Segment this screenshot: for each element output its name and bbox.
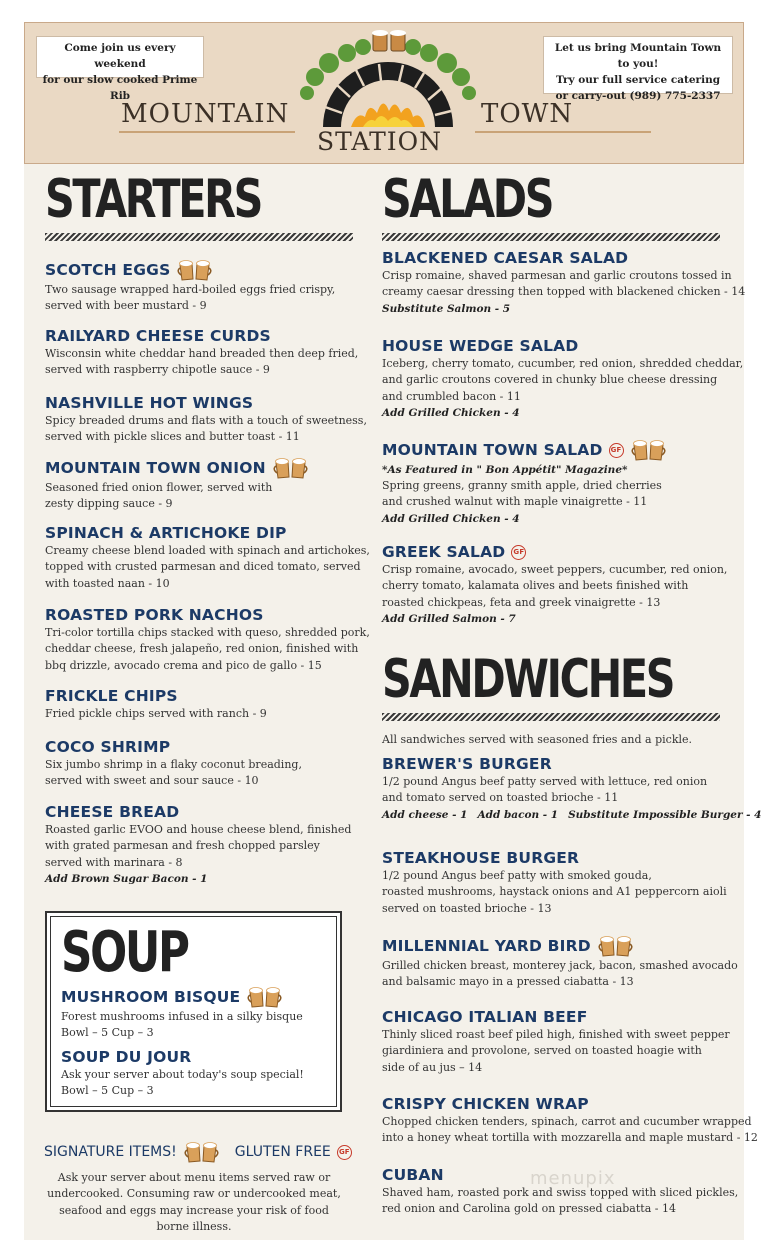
item-title: MOUNTAIN TOWN ONION [45, 459, 266, 477]
prime-rib-notice [36, 36, 204, 102]
item-description-line: Bowl – 5 Cup – 3 [61, 1084, 154, 1098]
starters-item-name [45, 802, 351, 822]
starters-item [45, 258, 335, 315]
item-description-line: Seasoned fried onion flower, served with [45, 481, 273, 494]
item-description-line: served with sweet and sour sauce - 10 [45, 774, 259, 788]
soup-item-name [61, 985, 303, 1009]
notice-line: for our slow cooked Prime Rib [42, 74, 198, 102]
item-description-line: Six jumbo shrimp in a flaky coconut breading, [45, 758, 302, 771]
starters-item-name [45, 393, 367, 413]
item-description-line: and garlic croutons covered in chunky blue cheese dressing [382, 373, 718, 387]
soup-item-name [61, 1047, 304, 1067]
featured-note: *As Featured in " Bon Appétit" Magazine* [382, 464, 628, 476]
item-description-line: Bowl – 5 Cup – 3 [61, 1026, 154, 1040]
salads-item [382, 336, 743, 421]
starters-item [45, 523, 370, 592]
item-title: ROASTED PORK NACHOS [45, 606, 264, 624]
item-title: STEAKHOUSE BURGER [382, 849, 580, 867]
salads-item-name [382, 542, 727, 562]
item-description-line: served with marinara - 8 [45, 855, 183, 869]
sandwiches-item-name [382, 754, 766, 774]
salads-divider [382, 233, 720, 241]
item-description-line: Chopped chicken tenders, spinach, carrot and cucumber wrapped [382, 1115, 752, 1128]
legend [44, 1140, 352, 1164]
beer-mugs-icon [597, 934, 635, 958]
item-title: GREEK SALAD [382, 543, 506, 561]
item-addon: Add Grilled Chicken - 4 [382, 407, 520, 420]
item-description-line: roasted mushrooms, haystack onions and A1 peppercorn aioli [382, 885, 727, 899]
item-description-line: 1/2 pound Angus beef patty served with lettuce, red onion [382, 775, 708, 788]
item-addon: Add Brown Sugar Bacon - 1 [45, 873, 208, 886]
item-description-line: cherry tomato, kalamata olives and beets finished with [382, 579, 689, 593]
item-description-line: side of au jus – 14 [382, 1060, 483, 1074]
salads-item [382, 248, 745, 317]
item-description-line: zesty dipping sauce - 9 [45, 497, 173, 511]
sandwiches-item-name [382, 1094, 758, 1114]
starters-item-name [45, 326, 358, 346]
starters-heading: STARTERS [45, 169, 262, 230]
salads-heading: SALADS [382, 169, 553, 230]
watermark: menupix [530, 1168, 616, 1189]
addon-option: Add bacon - 1 [477, 808, 559, 821]
notice-line: or carry-out (989) 775-2337 [555, 90, 721, 102]
starters-item [45, 393, 367, 446]
raw-food-disclaimer: Ask your server about menu items served raw or undercooked. Consuming raw or undercooked meat, seafood and eggs may increase your risk of food borne illness. [47, 1171, 341, 1234]
sandwiches-item-name [382, 848, 727, 868]
item-description-line: Tri-color tortilla chips stacked with queso, shredded pork, [45, 626, 370, 639]
catering-notice [543, 36, 733, 102]
sandwiches-heading: SANDWICHES [382, 649, 674, 710]
notice-line: Let us bring Mountain Town to you! [554, 42, 722, 70]
starters-divider [45, 233, 353, 241]
gluten-free-label: GLUTEN FREE [234, 1144, 331, 1160]
item-title: BREWER'S BURGER [382, 755, 552, 773]
item-title: SOUP DU JOUR [61, 1048, 192, 1066]
sandwiches-note: All sandwiches served with seasoned fries and a pickle. [382, 733, 693, 746]
salads-item-name [382, 248, 745, 268]
item-description-line: into a honey wheat tortilla with mozzarella and maple mustard - 12 [382, 1131, 758, 1145]
sandwiches-item-name [382, 1007, 730, 1027]
starters-item [45, 686, 267, 722]
item-addon: Add Grilled Chicken - 4 [382, 512, 520, 525]
item-addons [382, 807, 766, 823]
sandwiches-item [382, 848, 727, 917]
item-title: SPINACH & ARTICHOKE DIP [45, 524, 287, 542]
item-description-line: creamy caesar dressing then topped with blackened chicken - 14 [382, 285, 746, 299]
item-description-line: served with pickle slices and butter toast - 11 [45, 430, 300, 444]
item-description-line: 1/2 pound Angus beef patty with smoked gouda, [382, 869, 652, 882]
starters-item-name [45, 456, 310, 480]
brand-station: STATION [317, 127, 443, 156]
sandwiches-item [382, 934, 738, 991]
soup-heading: SOUP [61, 920, 188, 985]
notice-line: Try our full service catering [555, 74, 721, 86]
item-description-line: with toasted naan - 10 [45, 576, 170, 590]
salads-item [382, 438, 668, 527]
sandwiches-item [382, 754, 766, 823]
sandwiches-item [382, 1007, 730, 1076]
starters-item [45, 802, 351, 887]
item-description-line: Crisp romaine, avocado, sweet peppers, cucumber, red onion, [382, 563, 728, 576]
addon-option: Substitute Impossible Burger - 4 [568, 808, 762, 821]
item-title: FRICKLE CHIPS [45, 687, 178, 705]
item-title: CUBAN [382, 1166, 444, 1184]
item-description-line: with grated parmesan and fresh chopped parsley [45, 839, 320, 853]
item-description-line: and tomato served on toasted brioche - 11 [382, 791, 619, 805]
soup-item [61, 1047, 304, 1100]
item-description-line: and crumbled bacon - 11 [382, 389, 521, 403]
salads-item [382, 542, 727, 627]
item-description-line: Wisconsin white cheddar hand breaded then deep fried, [45, 347, 359, 360]
item-description-line: bbq drizzle, avocado crema and pico de gallo - 15 [45, 658, 322, 672]
addon-option: Add cheese - 1 [382, 808, 468, 821]
starters-item-name [45, 737, 302, 757]
beer-mugs-icon [630, 438, 668, 462]
item-description-line: Spring greens, granny smith apple, dried cherries [382, 479, 662, 492]
item-title: COCO SHRIMP [45, 738, 171, 756]
starters-item-name [45, 258, 335, 282]
item-description-line: Shaved ham, roasted pork and swiss topped with sliced pickles, [382, 1186, 739, 1199]
item-title: CHICAGO ITALIAN BEEF [382, 1008, 588, 1026]
starters-item-name [45, 605, 370, 625]
item-description-line: Roasted garlic EVOO and house cheese blend, finished [45, 823, 352, 836]
item-description-line: and balsamic mayo in a pressed ciabatta - 13 [382, 975, 634, 989]
sandwiches-item-name [382, 934, 738, 958]
starters-item [45, 456, 310, 513]
item-description-line: served with raspberry chipotle sauce - 9 [45, 363, 270, 377]
starters-item [45, 326, 358, 379]
starters-item-name [45, 523, 370, 543]
item-description-line: Spicy breaded drums and flats with a touch of sweetness, [45, 414, 367, 427]
starters-item [45, 737, 302, 790]
sandwiches-item [382, 1094, 758, 1147]
beer-mugs-icon [246, 985, 284, 1009]
gluten-free-icon: GF [609, 443, 624, 458]
item-description-line: Thinly sliced roast beef piled high, finished with sweet pepper [382, 1028, 730, 1041]
item-description-line: and crushed walnut with maple vinaigrette - 11 [382, 495, 648, 509]
starters-item-name [45, 686, 267, 706]
item-title: HOUSE WEDGE SALAD [382, 337, 579, 355]
menu-header [24, 22, 744, 164]
item-description-line: served with beer mustard - 9 [45, 299, 207, 313]
item-title: MOUNTAIN TOWN SALAD [382, 441, 603, 459]
brand-town: TOWN [481, 99, 574, 129]
brand-mountain: MOUNTAIN [121, 99, 290, 129]
item-title: CRISPY CHICKEN WRAP [382, 1095, 589, 1113]
salads-item-name [382, 336, 743, 356]
item-description-line: Fried pickle chips served with ranch - 9 [45, 707, 267, 720]
item-addon: Add Grilled Salmon - 7 [382, 613, 516, 626]
item-description-line: Grilled chicken breast, monterey jack, bacon, smashed avocado [382, 959, 738, 972]
item-title: CHEESE BREAD [45, 803, 180, 821]
item-description-line: served on toasted brioche - 13 [382, 901, 552, 915]
item-description-line: Creamy cheese blend loaded with spinach and artichokes, [45, 544, 370, 557]
beer-mugs-icon [272, 456, 310, 480]
signature-items-label: SIGNATURE ITEMS! [44, 1144, 177, 1160]
item-description-line: roasted chickpeas, feta and greek vinaigrette - 13 [382, 595, 661, 609]
beer-mugs-icon [176, 258, 214, 282]
item-description-line: Crisp romaine, shaved parmesan and garlic croutons tossed in [382, 269, 732, 282]
item-description-line: Two sausage wrapped hard-boiled eggs fried crispy, [45, 283, 336, 296]
soup-item [61, 985, 303, 1042]
brand-rule-left [119, 131, 295, 133]
brand-rule-right [475, 131, 651, 133]
item-description-line: cheddar cheese, fresh jalapeño, red onion, finished with [45, 642, 359, 656]
item-addon: Substitute Salmon - 5 [382, 302, 511, 315]
gluten-free-icon: GF [337, 1145, 352, 1160]
item-description-line: Forest mushrooms infused in a silky bisque [61, 1010, 303, 1023]
item-title: BLACKENED CAESAR SALAD [382, 249, 629, 267]
item-title: RAILYARD CHEESE CURDS [45, 327, 271, 345]
item-description-line: Iceberg, cherry tomato, cucumber, red onion, shredded cheddar, [382, 357, 744, 370]
sandwiches-divider [382, 713, 720, 721]
salads-item-name [382, 438, 668, 462]
starters-item [45, 605, 370, 674]
item-description-line: red onion and Carolina gold on pressed ciabatta - 14 [382, 1202, 676, 1216]
item-description-line: Ask your server about today's soup special! [61, 1068, 304, 1081]
item-title: SCOTCH EGGS [45, 261, 171, 279]
item-description-line: topped with crusted parmesan and diced tomato, served [45, 560, 361, 574]
item-title: MILLENNIAL YARD BIRD [382, 937, 591, 955]
gluten-free-icon: GF [511, 545, 526, 560]
item-description-line: giardiniera and provolone, served on toasted hoagie with [382, 1044, 702, 1058]
item-title: NASHVILLE HOT WINGS [45, 394, 254, 412]
notice-line: Come join us every weekend [64, 42, 176, 70]
beer-mugs-icon [183, 1140, 221, 1164]
logo-arch-icon [293, 27, 483, 131]
item-title: MUSHROOM BISQUE [61, 988, 241, 1006]
